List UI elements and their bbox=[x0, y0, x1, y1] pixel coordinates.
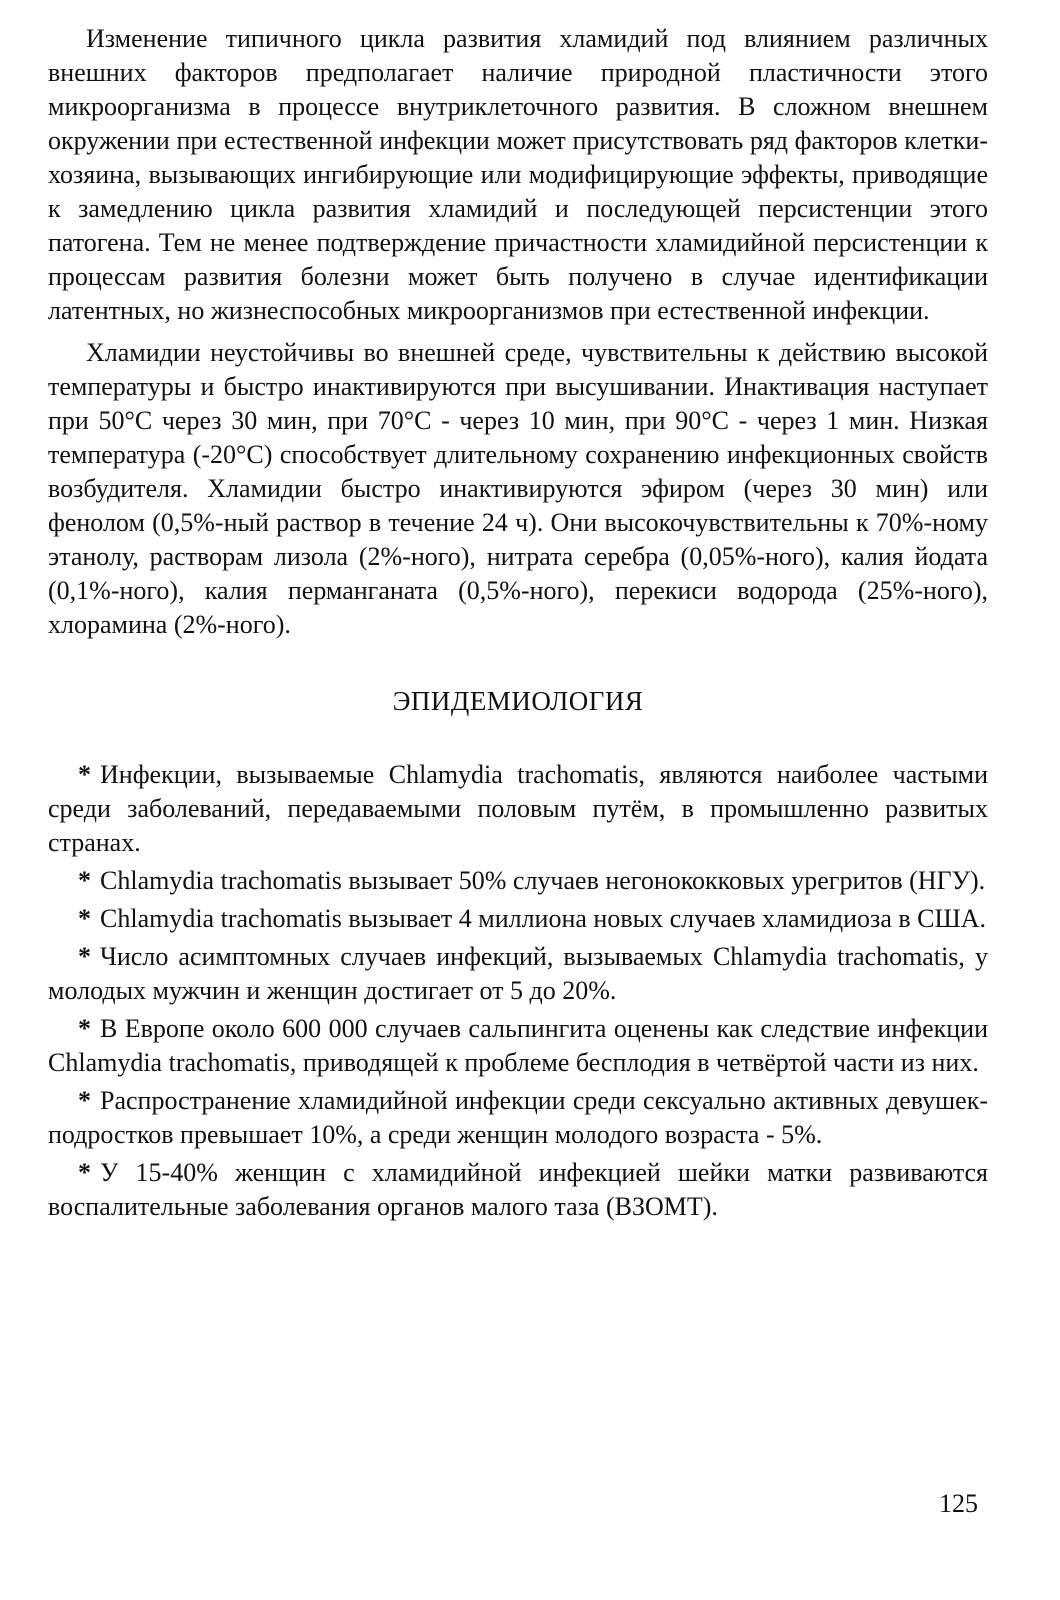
paragraph-chlamydia-resistance: Хламидии неустойчивы во внешней среде, чувствительны к действию высокой температуры и быстро инактивируются при высушивании. Инактивация наступает при 50°С через 30 мин, при 70°С - через 10 мин, при 90°С - через 1 мин. Низкая температура (-20°С) способствует длительному сохранению инфекционных свойств возбудителя. Хламидии быстро инактивируются эфиром (через 30 мин) или фенолом (0,5%-ный раствор в течение 24 ч). Они высокочувствительны к 70%-ному этанолу, растворам лизола (2%-ного), нитрата серебра (0,05%-ного), калия йодата (0,1%-ного), калия перманганата (0,5%-ного), перекиси водорода (25%-ного), хлорамина (2%-ного). bbox=[48, 338, 988, 639]
bullet-item bbox=[48, 1156, 988, 1224]
page-number: 125 bbox=[939, 1489, 978, 1518]
bullet-text: Chlamydia trachomatis вызывает 4 миллиона новых случаев хламидиоза в США. bbox=[100, 904, 986, 933]
bullet-text: Число асимптомных случаев инфекций, вызываемых Chlamydia trachomatis, у молодых мужчин и женщин достигает от 5 до 20%. bbox=[48, 942, 988, 1005]
bullet-icon: * bbox=[78, 904, 91, 933]
bullet-item bbox=[48, 902, 988, 936]
bullet-text: У 15-40% женщин с хламидийной инфекцией шейки матки развиваются воспалительные заболевания органов малого таза (ВЗОМТ). bbox=[48, 1158, 988, 1221]
bullet-item bbox=[48, 864, 988, 898]
bullet-icon: * bbox=[78, 760, 91, 789]
bullet-icon: * bbox=[78, 1086, 91, 1115]
page-content bbox=[48, 22, 988, 1228]
bullet-icon: * bbox=[78, 942, 91, 971]
paragraph-chlamydia-plasticity: Изменение типичного цикла развития хламидий под влиянием различных внешних факторов предполагает наличие природной пластичности этого микроорганизма в процессе внутриклеточного развития. В сложном внешнем окружении при естественной инфекции может присутствовать ряд факторов клетки-хозяина, вызывающих ингибирующие или модифицирующие эффекты, приводящие к замедлению цикла развития хламидий и последующей персистенции этого патогена. Тем не менее подтверждение причастности хламидийной персистенции к процессам развития болезни может быть получено в случае идентификации латентных, но жизнеспособных микроорганизмов при естественной инфекции. bbox=[48, 24, 988, 325]
epidemiology-bullet-list bbox=[48, 758, 988, 1224]
bullet-item bbox=[48, 940, 988, 1008]
bullet-text: Распространение хламидийной инфекции среди сексуально активных девушек-подростков превышает 10%, а среди женщин молодого возраста - 5%. bbox=[48, 1086, 988, 1149]
bullet-icon: * bbox=[78, 1014, 91, 1043]
bullet-item bbox=[48, 758, 988, 860]
bullet-item bbox=[48, 1084, 988, 1152]
bullet-text: В Европе около 600 000 случаев сальпингита оценены как следствие инфекции Chlamydia trachomatis, приводящей к проблеме бесплодия в четвёртой части из них. bbox=[48, 1014, 988, 1077]
bullet-item bbox=[48, 1012, 988, 1080]
bullet-text: Chlamydia trachomatis вызывает 50% случаев негонококковых урегритов (НГУ). bbox=[100, 866, 986, 895]
section-heading-epidemiology: ЭПИДЕМИОЛОГИЯ bbox=[392, 686, 644, 716]
bullet-icon: * bbox=[78, 1158, 91, 1187]
bullet-text: Инфекции, вызываемые Chlamydia trachomatis, являются наиболее частыми среди заболеваний, передаваемыми половым путём, в промышленно развитых странах. bbox=[48, 760, 988, 857]
bullet-icon: * bbox=[78, 866, 91, 895]
